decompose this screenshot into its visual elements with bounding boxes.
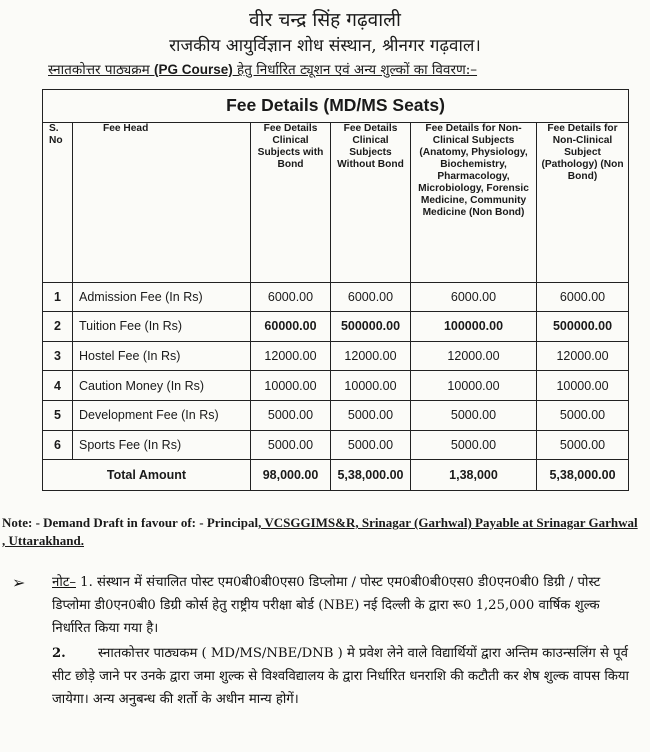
row-value: 12000.00	[411, 341, 537, 371]
row-value: 60000.00	[251, 312, 331, 342]
header-description-post: हेतु निर्धारित ट्यूशन एवं अन्य शुल्कों का विवरण:–	[232, 62, 478, 78]
row-value: 5000.00	[251, 430, 331, 460]
col-header-clinical-no-bond: Fee Details Clinical Subjects Without Bond	[331, 122, 411, 282]
row-value: 5000.00	[331, 401, 411, 431]
row-value: 5000.00	[537, 401, 629, 431]
col-header-sno: S. No	[43, 122, 73, 282]
total-label: Total Amount	[43, 460, 251, 491]
row-value: 6000.00	[537, 282, 629, 312]
header-description-pre: स्नातकोत्तर पाठ्यक्रम	[48, 62, 154, 78]
row-fee-head: Admission Fee (In Rs)	[73, 282, 251, 312]
row-fee-head: Sports Fee (In Rs)	[73, 430, 251, 460]
row-fee-head: Caution Money (In Rs)	[73, 371, 251, 401]
note-prefix: Note: - Demand Draft in favour of: - Principal	[2, 515, 259, 530]
hindi-note-label: नोट–	[52, 575, 76, 590]
col-header-fee-head: Fee Head	[73, 122, 251, 282]
row-value: 500000.00	[331, 312, 411, 342]
total-value: 5,38,000.00	[537, 460, 629, 491]
row-value: 5000.00	[411, 401, 537, 431]
table-row	[43, 341, 629, 371]
row-value: 5000.00	[411, 430, 537, 460]
note-underlined: , VCSGGIMS&R, Srinagar (Garhwal) Payable at Srinagar Garhwal , Uttarakhand.	[2, 515, 638, 548]
table-row	[43, 371, 629, 401]
header-description	[48, 60, 628, 78]
row-fee-head: Tuition Fee (In Rs)	[73, 312, 251, 342]
row-value: 6000.00	[411, 282, 537, 312]
row-value: 12000.00	[537, 341, 629, 371]
total-value: 1,38,000	[411, 460, 537, 491]
table-title: Fee Details (MD/MS Seats)	[43, 90, 629, 123]
row-sno: 4	[43, 371, 73, 401]
total-value: 5,38,000.00	[331, 460, 411, 491]
row-value: 6000.00	[331, 282, 411, 312]
table-row	[43, 401, 629, 431]
hindi-note-2	[52, 642, 642, 711]
row-value: 5000.00	[331, 430, 411, 460]
header-description-bold: (PG Course)	[154, 62, 233, 77]
row-sno: 2	[43, 312, 73, 342]
header-institute-name: वीर चन्द्र सिंह गढ़वाली	[249, 9, 401, 31]
row-sno: 3	[43, 341, 73, 371]
total-value: 98,000.00	[251, 460, 331, 491]
table-total-row	[43, 460, 629, 491]
col-header-non-clinical: Fee Details for Non-Clinical Subjects (Anatomy, Physiology, Biochemistry, Pharmacology, Microbiology, Forensic Medicine, Community Medicine (Non Bond)	[411, 122, 537, 282]
hindi-note-1-text: 1. संस्थान में संचालित पोस्ट एम0बी0बी0एस0 डिप्लोमा / पोस्ट एम0बी0बी0एस0 डी0एन0बी0 डिग्री / पोस्ट डिप्लोमा डी0एन0बी0 डिग्री कोर्स हेतु राष्ट्रीय परीक्षा बोर्ड (NBE) नई दिल्ली के द्वारा रू0 1,25,000 वार्षिक शुल्क निर्धारित किया गया है।	[52, 575, 601, 636]
header-institute-subtitle: राजकीय आयुर्विज्ञान शोध संस्थान, श्रीनगर गढ़वाल।	[169, 36, 481, 56]
row-value: 10000.00	[251, 371, 331, 401]
row-fee-head: Hostel Fee (In Rs)	[73, 341, 251, 371]
col-header-pathology: Fee Details for Non-Clinical Subject (Pathology) (Non Bond)	[537, 122, 629, 282]
table-row	[43, 430, 629, 460]
row-value: 10000.00	[537, 371, 629, 401]
col-header-clinical-bond: Fee Details Clinical Subjects with Bond	[251, 122, 331, 282]
table-row	[43, 282, 629, 312]
fee-table	[42, 89, 629, 491]
row-value: 5000.00	[251, 401, 331, 431]
table-header-row	[43, 122, 629, 282]
row-sno: 5	[43, 401, 73, 431]
hindi-note-1	[52, 571, 642, 640]
arrow-bullet-icon: ➢	[12, 573, 26, 592]
row-sno: 6	[43, 430, 73, 460]
row-fee-head: Development Fee (In Rs)	[73, 401, 251, 431]
row-value: 10000.00	[411, 371, 537, 401]
hindi-note-2-text: स्नातकोत्तर पाठ्यकम ( MD/MS/NBE/DNB ) मे प्रवेश लेने वाले विद्यार्थियों द्वारा अन्तिम काउन्सलिंग से पूर्व सीट छोड़े जाने पर उनके द्वारा जमा शुल्क से विश्वविद्यालय के द्वारा निर्धारित धनराशि की कटौती कर शेष शुल्क वापस किया जायेगा। अन्य अनुबन्ध की शर्तो के अधीन मान्य होगें।	[52, 646, 629, 707]
row-value: 500000.00	[537, 312, 629, 342]
row-value: 12000.00	[251, 341, 331, 371]
table-row	[43, 312, 629, 342]
row-value: 10000.00	[331, 371, 411, 401]
demand-draft-note	[2, 514, 642, 550]
row-value: 6000.00	[251, 282, 331, 312]
row-sno: 1	[43, 282, 73, 312]
hindi-note-2-number: 2.	[52, 646, 66, 661]
row-value: 5000.00	[537, 430, 629, 460]
row-value: 12000.00	[331, 341, 411, 371]
row-value: 100000.00	[411, 312, 537, 342]
